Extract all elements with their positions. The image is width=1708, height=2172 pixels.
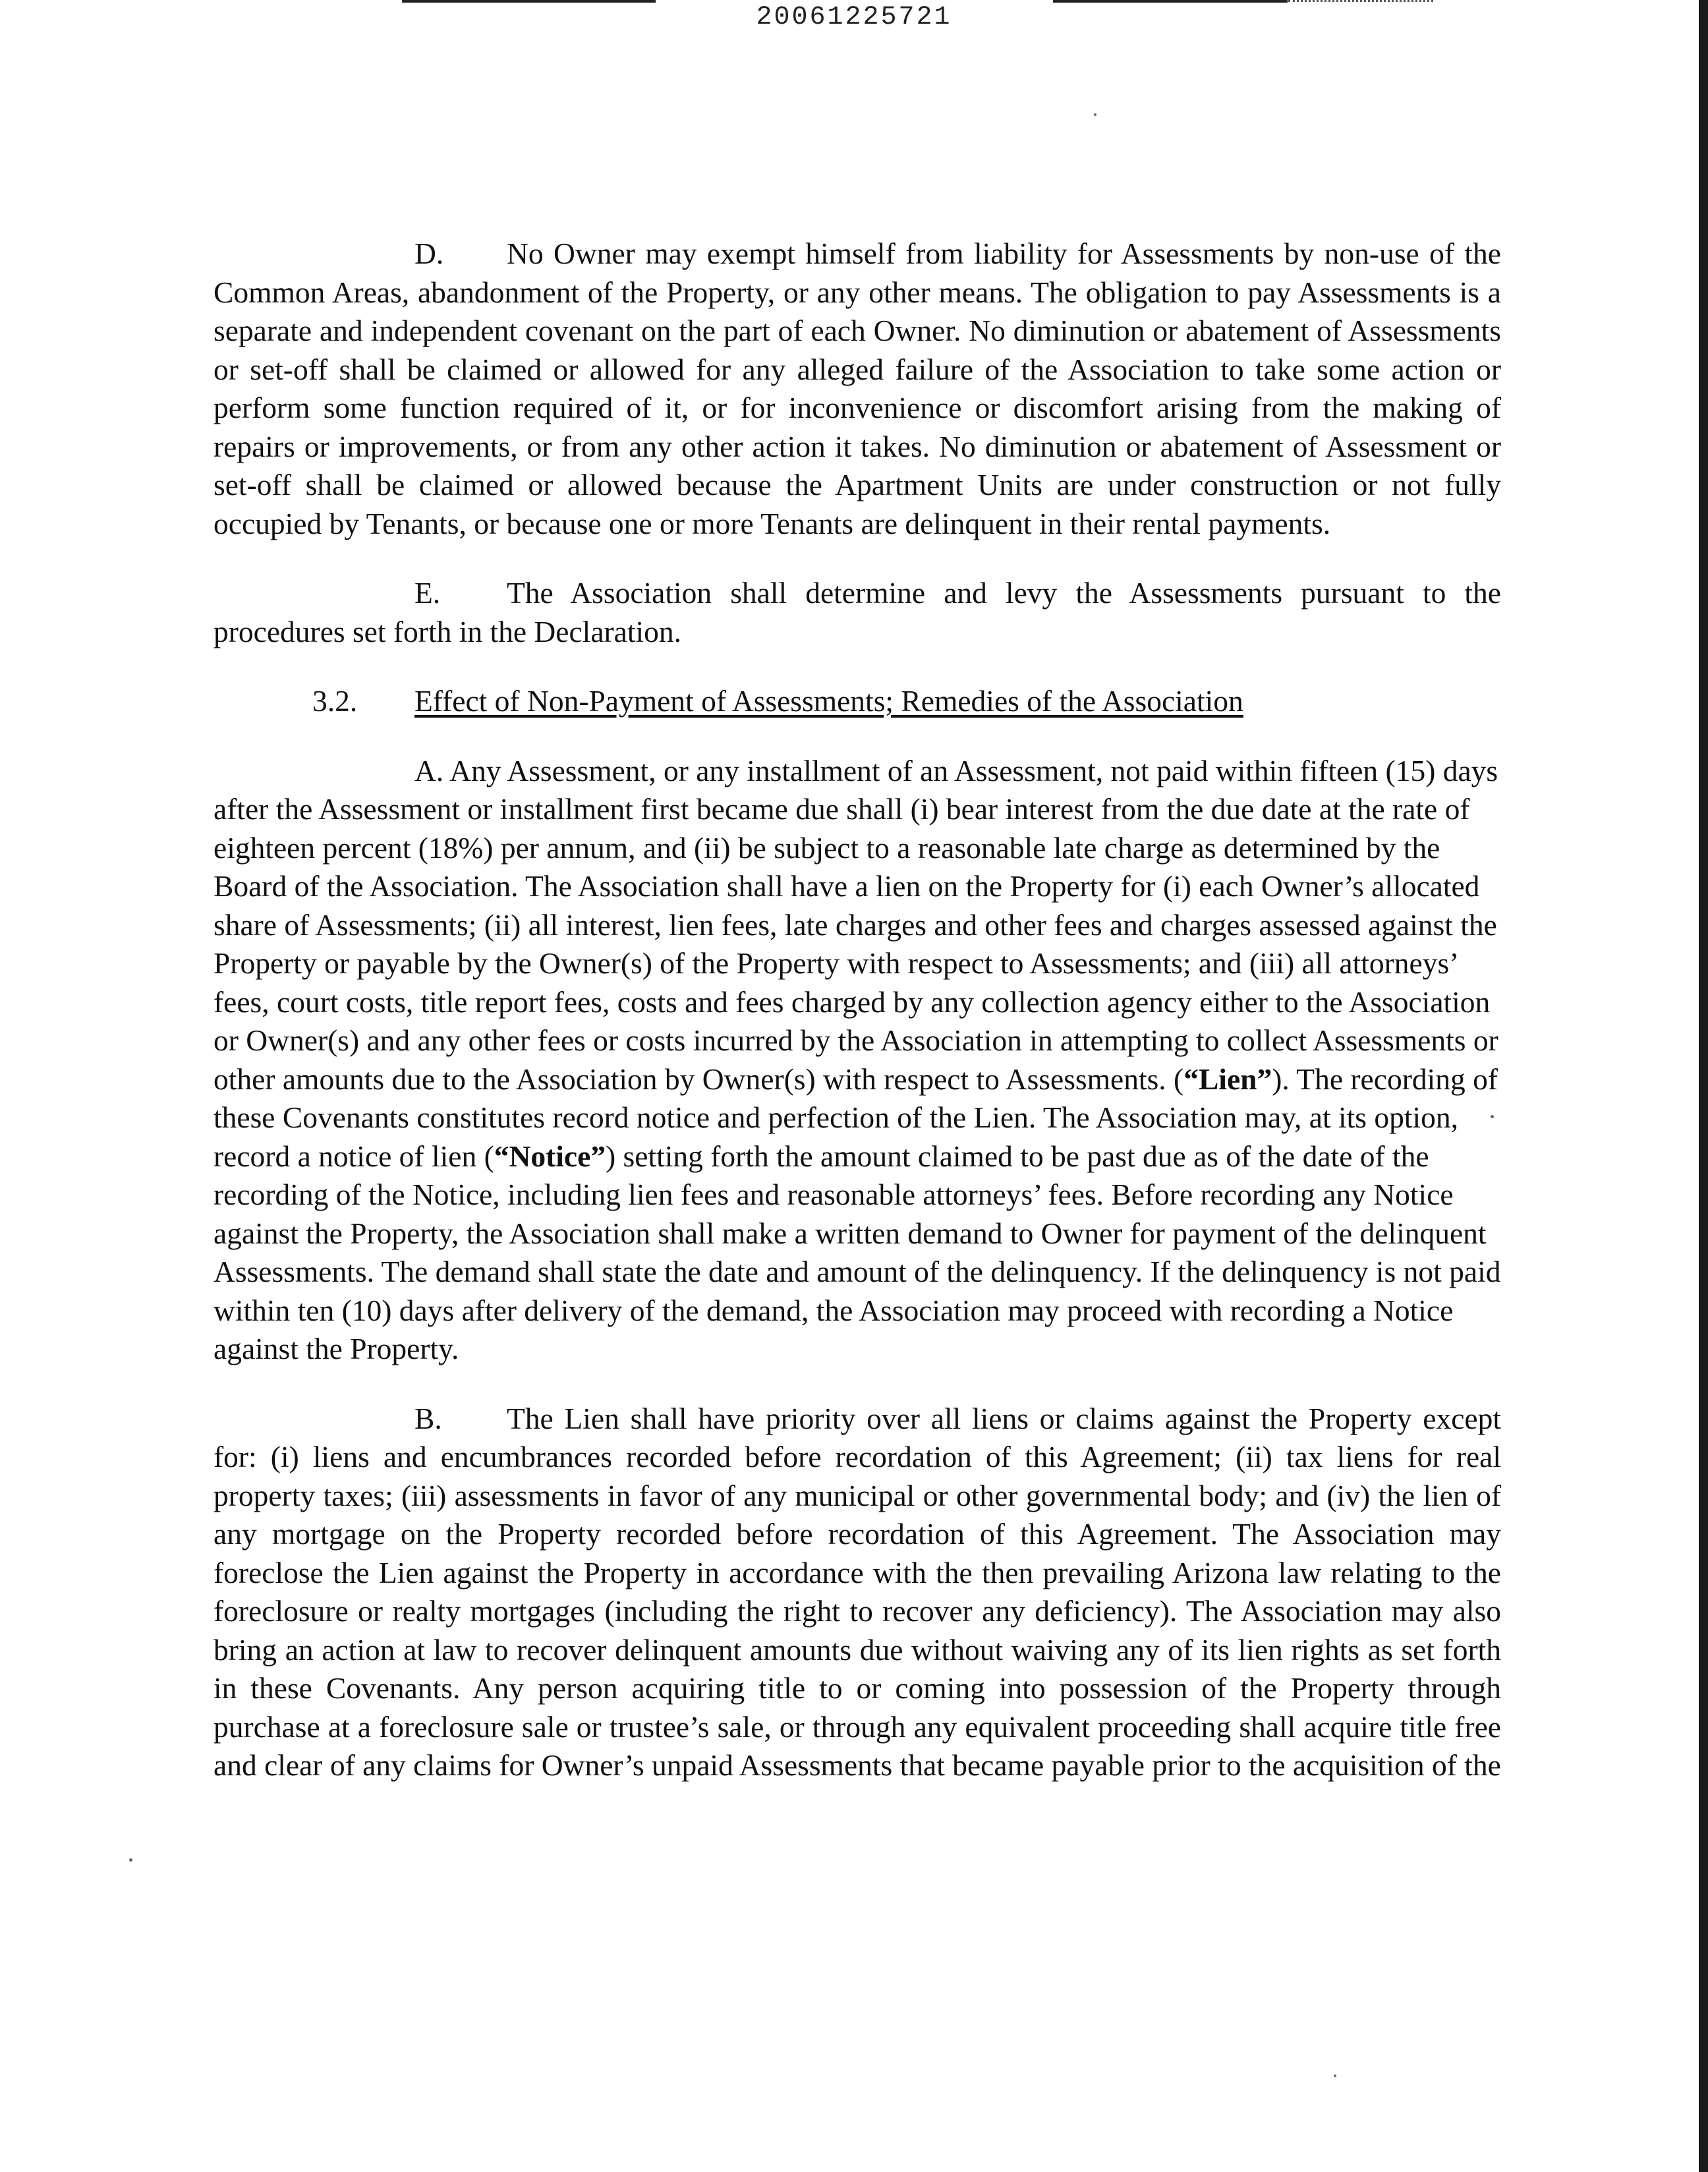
section-number: 3.2. (312, 684, 358, 718)
section-title: Effect of Non-Payment of Assessments; Remedies of the Association (414, 684, 1243, 718)
paragraph-letter: E. (414, 576, 441, 610)
paragraph-a (214, 752, 1501, 1369)
paragraph-letter: A. (414, 753, 444, 787)
paragraph-e (214, 574, 1501, 651)
scan-speck (1334, 2074, 1336, 2077)
defined-term-lien: “Lien” (1183, 1062, 1272, 1096)
paragraph-text: The Association shall determine and levy the Assessments pursuant to the procedures set forth in the Declaration. (214, 576, 1501, 648)
scan-speck (1094, 113, 1096, 116)
paragraph-text: The Lien shall have priority over all liens or claims against the Property except for: (i) liens and encumbrances recorded before recordation of this Agreement; (ii) tax liens for real property taxes; (iii) assessments in favor of any municipal or other governmental body; and (iv) the lien of any mortgage on the Property recorded before recordation of this Agreement. The Association may foreclose the Lien against the Property in accordance with the then prevailing Arizona law relating to the foreclosure or realty mortgages (including the right to recover any deficiency). The Association may also bring an action at law to recover delinquent amounts due without waiving any of its lien rights as set forth in these Covenants. Any person acquiring title to or coming into possession of the Property through purchase at a foreclosure sale or trustee’s sale, or through any equivalent proceeding shall acquire title free and clear of any claims for Owner’s unpaid Assessments that became payable prior to the acquisition of the (214, 1401, 1501, 1782)
paragraph-text: ) setting forth the amount claimed to be past due as of the date of the recording of the Notice, including lien fees and reasonable attorneys’ fees. Before recording any Notice against the Property, the Association shall make a written demand to Owner for payment of the delinquent Assessments. The demand shall state the date and amount of the delinquency. If the delinquency is not paid within ten (10) days after delivery of the demand, the Association may proceed with recording a Notice against the Property. (214, 1139, 1501, 1365)
paragraph-letter: B. (414, 1401, 442, 1435)
document-body (214, 235, 1501, 1816)
paragraph-text: ). The recording of these Covenants constitutes record notice and perfection of the Lien. The Association may, at its option, record a notice of lien ( (214, 1062, 1498, 1173)
section-heading (214, 682, 1501, 721)
scan-speck (129, 1858, 132, 1862)
paragraph-b (214, 1400, 1501, 1785)
defined-term-notice: “Notice” (494, 1139, 606, 1173)
paragraph-text: Any Assessment, or any installment of an Assessment, not paid within fifteen (15) days after the Assessment or installment first became due shall (i) bear interest from the due date at the rate of eighteen percent (18%) per annum, and (ii) be subject to a reasonable late charge as determined by the Board of the Association. The Association shall have a lien on the Property for (i) each Owner’s allocated share of Assessments; (ii) all interest, lien fees, late charges and other fees and charges assessed against the Property or payable by the Owner(s) of the Property with respect to Assessments; and (iii) all attorneys’ fees, court costs, title report fees, costs and fees charged by any collection agency either to the Association or Owner(s) and any other fees or costs incurred by the Association in attempting to collect Assessments or other amounts due to the Association by Owner(s) with respect to Assessments. ( (214, 753, 1498, 1096)
paragraph-letter: D. (414, 237, 444, 270)
paragraph-text: No Owner may exempt himself from liability for Assessments by non-use of the Common Areas, abandonment of the Property, or any other means. The obligation to pay Assessments is a separate and independent covenant on the part of each Owner. No diminution or abatement of Assessments or set-off shall be claimed or allowed for any alleged failure of the Association to take some action or perform some function required of it, or for inconvenience or discomfort arising from the making of repairs or improvements, or from any other action it takes. No diminution or abatement of Assessment or set-off shall be claimed or allowed because the Apartment Units are under construction or not fully occupied by Tenants, or because one or more Tenants are delinquent in their rental payments. (214, 237, 1501, 540)
recording-number: 20061225721 (756, 3, 952, 32)
scan-edge (1699, 0, 1708, 2172)
paragraph-d (214, 235, 1501, 543)
